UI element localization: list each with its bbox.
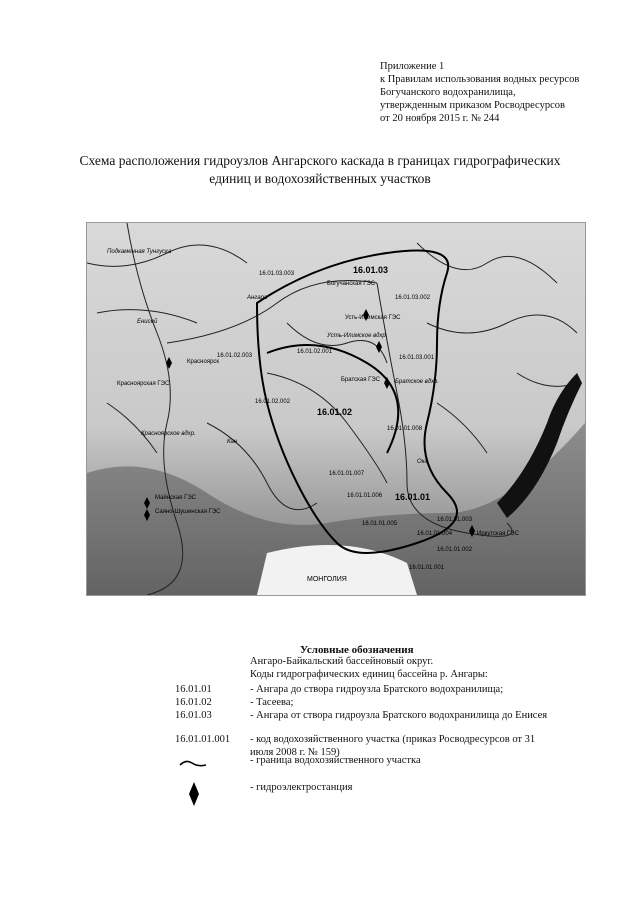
map-label: 16.01.01.001 [409,565,445,571]
map-label: 16.01.03 [353,265,389,275]
map-label: Красноярская ГЭС [117,381,170,387]
map-label: Саяно-Шушенская ГЭС [155,509,221,515]
legend-title: Условные обозначения [300,644,414,656]
map-label: 16.01.01.005 [362,521,398,527]
appendix-line: Приложение 1 [380,61,445,72]
map-label: 16.01.02.003 [217,353,253,359]
map-label: Кан [227,439,238,445]
map-label: 16.01.01.008 [387,426,423,432]
map-label: Братская ГЭС [341,377,381,383]
map-label: Енисей [137,319,158,325]
map-label: 16.01.01.002 [437,547,473,553]
legend-code: 16.01.02 [175,697,212,708]
legend-code: 16.01.01 [175,684,212,695]
appendix-line: от 20 ноября 2015 г. № 244 [380,113,500,124]
map-label: Усть-Илимская ГЭС [345,315,401,321]
map-label: Братское вдхр. [395,379,440,385]
appendix-line: к Правилам использования водных ресурсов [380,74,580,85]
map-label: 16.01.02 [317,407,353,417]
map-label: Иркутская ГЭС [477,531,519,537]
legend-plant-label: - гидроэлектростанция [250,782,353,793]
map-label: МОНГОЛИЯ [307,576,347,583]
map-label: 16.01.03.001 [399,355,435,361]
legend-intro-2: Коды гидрографических единиц бассейна р. Ангары: [250,669,488,680]
legend-boundary-label: - граница водохозяйственного участка [250,755,421,766]
map-label: 16.01.01.006 [347,493,383,499]
map-label: 16.01.01.007 [329,471,365,477]
legend-desc: - Ангара от створа гидроузла Братского водохранилища до Енисея [250,710,548,721]
appendix-line: утвержденным приказом Росводресурсов [380,100,565,111]
map-label: 16.01.01.004 [417,531,453,537]
title-line-1: Схема расположения гидроузлов Ангарского каскада в границах гидрографических [79,153,561,168]
map-label: 16.01.02.002 [255,399,291,405]
map-label: Ангара [247,295,268,301]
legend-desc: - код водохозяйственного участка (приказ Росводресурсов от 31 июля 2008 г. № 159) [250,734,536,758]
map-label: Ока [417,459,428,465]
document-title [60,152,580,188]
map-label: 16.01.01.003 [437,517,473,523]
map-label: Майнская ГЭС [155,495,196,501]
map-label: Богучанская ГЭС [327,281,376,287]
diamond-icon [188,781,200,807]
map-label: Красноярск [187,359,220,365]
title-line-2: единиц и водохозяйственных участков [209,171,431,186]
map-label: 16.01.03.002 [395,295,431,301]
legend-desc: - Ангара до створа гидроузла Братского водохранилища; [250,684,504,695]
legend-desc: - Тасеева; [250,697,294,708]
wavy-line-icon [178,757,208,771]
map-label: 16.01.03.003 [259,271,295,277]
map-image [87,223,585,595]
map-figure [86,222,586,596]
legend-code: 16.01.01.001 [175,734,231,745]
map-label: Подкаменная Тунгуска [107,249,172,255]
map-label: Усть-Илимское вдхр. [327,333,388,339]
appendix-header [380,60,620,125]
map-label: 16.01.01 [395,492,431,502]
map-label: 16.01.02.001 [297,349,333,355]
map-label: Красноярское вдхр. [141,431,196,437]
legend-code: 16.01.03 [175,710,212,721]
appendix-line: Богучанского водохранилища, [380,87,516,98]
legend-intro-1: Ангаро-Байкальский бассейновый округ. [250,656,434,667]
